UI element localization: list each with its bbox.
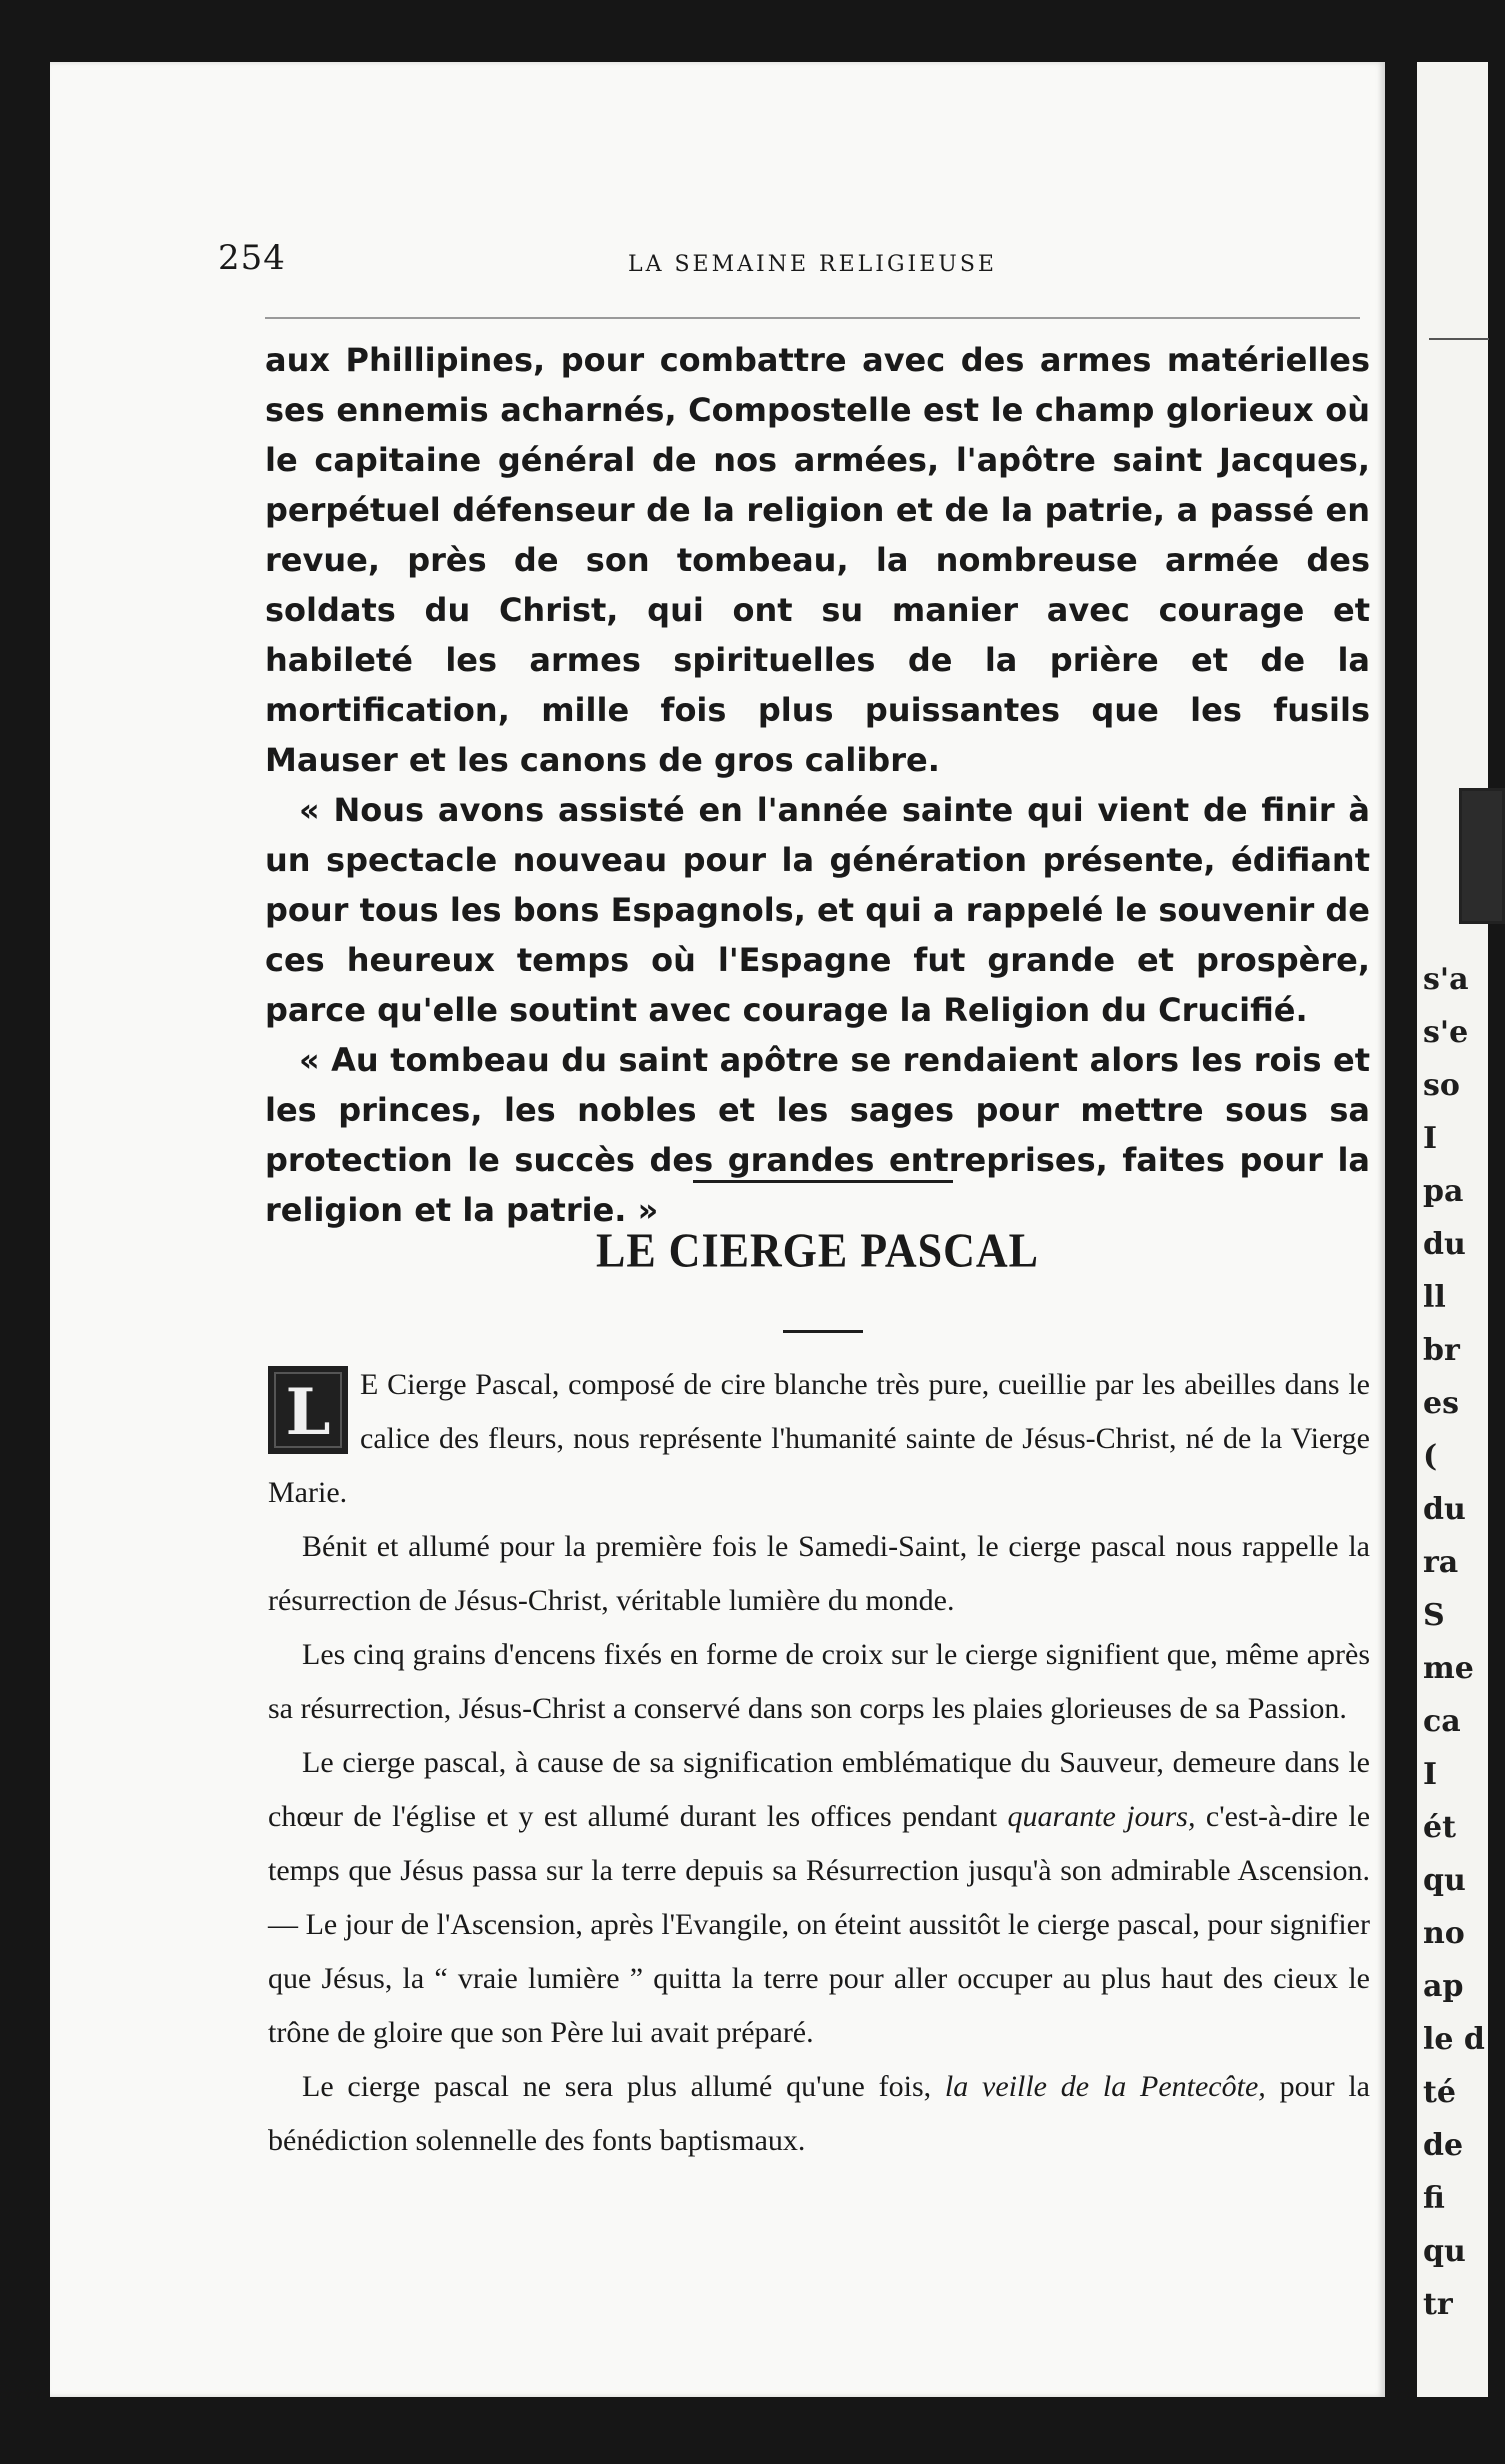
facing-page-fragment: es	[1423, 1386, 1459, 1421]
italic-run: quarante jours,	[1007, 1800, 1196, 1833]
section-title: LE CIERGE PASCAL	[595, 1223, 1040, 1278]
facing-page-fragment: de	[1423, 2128, 1464, 2163]
section-body	[268, 1358, 1370, 2168]
text-run: Le cierge pascal, à cause de sa signification emblématique du Sauveur, demeure dans le chœur de l'église et y est allumé durant les offices pendant	[268, 1746, 1370, 1833]
facing-page-fragment: I	[1423, 1757, 1438, 1792]
drop-cap-initial: L	[268, 1366, 348, 1454]
facing-page-fragment: du	[1423, 1227, 1466, 1262]
facing-page-fragment: pa	[1423, 1174, 1464, 1209]
running-title: LA SEMAINE RELIGIEUSE	[628, 252, 997, 277]
paragraph: aux Phillipines, pour combattre avec des armes matérielles ses ennemis acharnés, Compostelle est le champ glorieux où le capitaine général de nos armées, l'apôtre saint Jacques, perpétuel défenseur de la religion et de la patrie, a passé en revue, près de son tombeau, la nombreuse armée des soldats du Christ, qui ont su manier avec courage et habileté les armes spirituelles de la prière et de la mortification, mille fois plus puissantes que les fusils Mauser et les canons de gros calibre.	[265, 341, 1370, 779]
facing-page-fragment: no	[1423, 1916, 1465, 1951]
section-divider-top	[693, 1180, 953, 1183]
facing-page-fragment: fi	[1423, 2181, 1445, 2216]
paragraph	[268, 1736, 1370, 2060]
text-run: Le cierge pascal ne sera plus allumé qu'une fois,	[302, 2070, 945, 2103]
article-continuation	[265, 335, 1370, 1235]
facing-page-fragment: tr	[1423, 2287, 1453, 2322]
page-number: 254	[218, 238, 286, 278]
facing-page-fragment: ll	[1423, 1280, 1446, 1315]
text-run: pour la bénédiction solennelle des fonts baptismaux.	[268, 2070, 1371, 2157]
facing-page-fragment: me	[1423, 1651, 1474, 1686]
facing-page-fragment: ra	[1423, 1545, 1459, 1580]
paragraph: Bénit et allumé pour la première fois le Samedi-Saint, le cierge pascal nous rappelle la résurrection de Jésus-Christ, véritable lumière du monde.	[268, 1530, 1370, 1617]
section-divider-bottom	[783, 1330, 863, 1333]
facing-page-fragment: le d	[1423, 2022, 1485, 2057]
facing-page-fragment: qu	[1423, 2234, 1466, 2269]
text-run: c'est-à-dire le temps que Jésus passa sur la terre depuis sa Résurrection jusqu'à son admirable Ascension. — Le jour de l'Ascension, après l'Evangile, on éteint aussitôt le cierge pascal, pour signifier que Jésus, la “ vraie lumière ” quitta la terre pour aller occuper au plus haut des cieux le trône de gloire que son Père lui avait préparé.	[268, 1800, 1371, 2049]
facing-page-rule	[1429, 338, 1489, 340]
paragraph: « Nous avons assisté en l'année sainte qui vient de finir à un spectacle nouveau pour la génération présente, édifiant pour tous les bons Espagnols, et qui a rappelé le souvenir de ces heureux temps où l'Espagne fut grande et prospère, parce qu'elle soutint avec courage la Religion du Crucifié.	[265, 791, 1370, 1029]
facing-page-fragment: s'e	[1423, 1015, 1469, 1050]
facing-page-fragment: ét	[1423, 1810, 1456, 1845]
facing-page-fragment: qu	[1423, 1863, 1466, 1898]
facing-page-fragment: I	[1423, 1121, 1438, 1156]
italic-run: la veille de la Pentecôte,	[944, 2070, 1266, 2103]
running-head	[218, 238, 1368, 298]
facing-page-drop-cap	[1459, 788, 1505, 924]
facing-page-fragment: té	[1423, 2075, 1456, 2110]
paragraph: Les cinq grains d'encens fixés en forme de croix sur le cierge signifient que, même après sa résurrection, Jésus-Christ a conservé dans son corps les plaies glorieuses de sa Passion.	[268, 1638, 1370, 1725]
facing-page-fragment: br	[1423, 1333, 1460, 1368]
facing-page-fragment: du	[1423, 1492, 1466, 1527]
facing-page-fragment: (	[1423, 1439, 1438, 1474]
facing-page-fragment: ap	[1423, 1969, 1464, 2004]
facing-page-fragment: so	[1423, 1068, 1460, 1103]
paragraph: « Au tombeau du saint apôtre se rendaient alors les rois et les princes, les nobles et les sages pour mettre sous sa protection le succès des grandes entreprises, faites pour la religion et la patrie. »	[265, 1041, 1370, 1229]
paragraph	[268, 2060, 1370, 2168]
opening-paragraph	[268, 1358, 1370, 1520]
facing-page-fragment: S	[1423, 1598, 1445, 1633]
facing-page-fragment: s'a	[1423, 962, 1469, 997]
opening-text: E Cierge Pascal, composé de cire blanche très pure, cueillie par les abeilles dans le calice des fleurs, nous représente l'humanité sainte de Jésus-Christ, né de la Vierge Marie.	[268, 1368, 1370, 1509]
header-rule	[265, 317, 1360, 319]
facing-page-fragment: ca	[1423, 1704, 1461, 1739]
facing-page-edge	[1417, 62, 1488, 2397]
